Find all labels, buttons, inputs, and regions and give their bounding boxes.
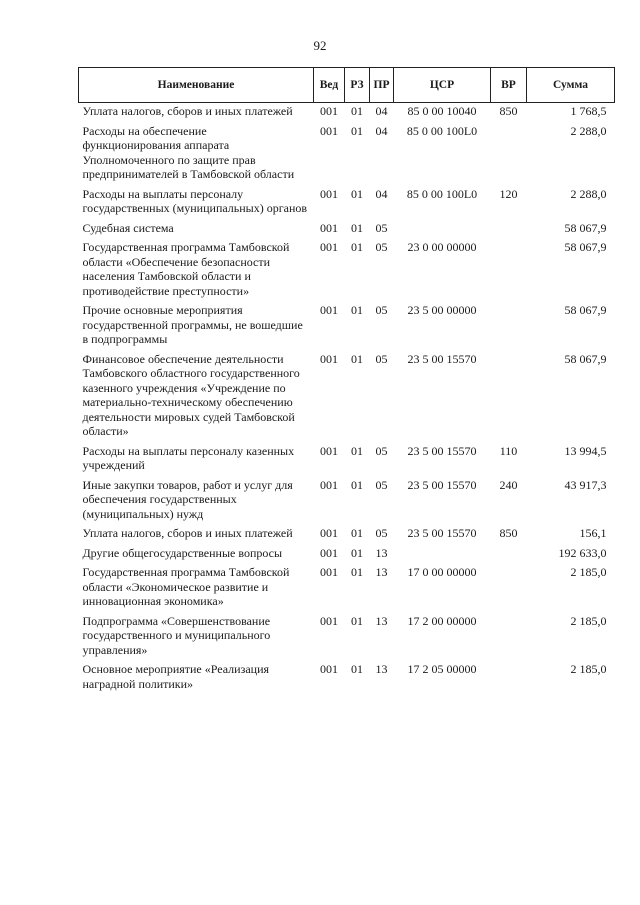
cell-name: Расходы на выплаты персоналу казенных учреждений bbox=[82, 443, 295, 472]
table-row bbox=[79, 123, 615, 186]
cell-vr: 240 bbox=[499, 477, 518, 492]
table-row bbox=[79, 477, 615, 526]
cell-vr bbox=[491, 239, 527, 302]
cell-pr: 13 bbox=[375, 545, 388, 560]
cell-name: Подпрограмма «Совершенствование государственного и муниципального управления» bbox=[82, 613, 271, 657]
cell-csr bbox=[394, 220, 491, 240]
cell-ved: 001 bbox=[320, 662, 338, 676]
cell-sum: 2 288,0 bbox=[570, 123, 607, 138]
cell-csr: 23 5 00 15570 bbox=[407, 477, 477, 492]
cell-name: Уплата налогов, сборов и иных платежей bbox=[82, 104, 293, 118]
table-header-row bbox=[79, 68, 615, 103]
table-row bbox=[79, 525, 615, 545]
cell-ved: 001 bbox=[320, 613, 338, 628]
cell-sum: 156,1 bbox=[579, 526, 607, 540]
cell-rz: 01 bbox=[351, 526, 363, 540]
header-vr: ВР bbox=[491, 68, 527, 103]
cell-pr: 04 bbox=[375, 104, 388, 118]
table-row bbox=[79, 613, 615, 662]
cell-vr: 120 bbox=[499, 186, 518, 201]
cell-ved: 001 bbox=[320, 220, 338, 235]
cell-name: Расходы на обеспечение функционирования аппарата Уполномоченного по защите прав предпринимателей в Тамбовской области bbox=[82, 123, 295, 181]
cell-ved: 001 bbox=[320, 303, 338, 317]
cell-name: Расходы на выплаты персоналу государственных (муниципальных) органов bbox=[82, 186, 308, 215]
table-row bbox=[79, 443, 615, 477]
cell-pr: 05 bbox=[375, 526, 388, 540]
cell-rz: 01 bbox=[351, 104, 363, 118]
cell-name: Уплата налогов, сборов и иных платежей bbox=[82, 526, 293, 540]
header-rz: РЗ bbox=[345, 68, 370, 103]
cell-rz: 01 bbox=[351, 240, 363, 254]
cell-pr: 13 bbox=[375, 662, 388, 676]
cell-rz: 01 bbox=[351, 220, 363, 235]
cell-csr: 85 0 00 10040 bbox=[407, 104, 477, 118]
budget-table bbox=[78, 67, 615, 695]
cell-rz: 01 bbox=[351, 351, 363, 366]
cell-vr bbox=[491, 545, 527, 565]
cell-name: Другие общегосударственные вопросы bbox=[82, 545, 283, 560]
cell-rz: 01 bbox=[351, 123, 363, 138]
cell-vr: 850 bbox=[499, 104, 518, 118]
cell-vr bbox=[491, 351, 527, 443]
cell-ved: 001 bbox=[320, 545, 338, 560]
cell-ved: 001 bbox=[320, 477, 338, 492]
cell-csr bbox=[394, 545, 491, 565]
cell-csr: 17 0 00 00000 bbox=[407, 565, 477, 579]
cell-ved: 001 bbox=[320, 123, 338, 138]
cell-sum: 2 288,0 bbox=[570, 186, 607, 201]
cell-csr: 23 0 00 00000 bbox=[407, 240, 477, 254]
cell-pr: 05 bbox=[375, 220, 388, 235]
cell-name: Государственная программа Тамбовской области «Обеспечение безопасности населения Тамбовской области и противодействие преступности» bbox=[82, 240, 290, 298]
page-number: 92 bbox=[313, 38, 327, 53]
cell-vr bbox=[491, 302, 527, 351]
cell-csr: 23 5 00 15570 bbox=[407, 526, 477, 540]
table-row bbox=[79, 239, 615, 302]
cell-sum: 2 185,0 bbox=[570, 613, 607, 628]
cell-rz: 01 bbox=[351, 443, 363, 458]
cell-pr: 13 bbox=[375, 565, 388, 579]
table-row bbox=[79, 186, 615, 220]
cell-csr: 17 2 00 00000 bbox=[407, 613, 477, 628]
cell-name: Государственная программа Тамбовской области «Экономическое развитие и инновационная экономика» bbox=[82, 565, 290, 608]
cell-csr: 23 5 00 15570 bbox=[407, 443, 477, 458]
cell-sum: 58 067,9 bbox=[564, 351, 607, 366]
table-row bbox=[79, 103, 615, 123]
cell-sum: 2 185,0 bbox=[570, 565, 607, 579]
cell-pr: 04 bbox=[375, 123, 388, 138]
cell-name: Основное мероприятие «Реализация наградной политики» bbox=[82, 662, 270, 691]
cell-csr: 85 0 00 100L0 bbox=[406, 186, 478, 201]
cell-ved: 001 bbox=[320, 351, 338, 366]
cell-vr: 110 bbox=[499, 443, 518, 458]
cell-name: Прочие основные мероприятия государственной программы, не вошедшие в подпрограммы bbox=[82, 303, 303, 346]
header-pr: ПР bbox=[370, 68, 394, 103]
table-row bbox=[79, 220, 615, 240]
cell-ved: 001 bbox=[320, 240, 338, 254]
header-ved: Вед bbox=[314, 68, 345, 103]
header-csr: ЦСР bbox=[394, 68, 491, 103]
cell-rz: 01 bbox=[351, 186, 363, 201]
cell-pr: 05 bbox=[375, 351, 388, 366]
cell-rz: 01 bbox=[351, 662, 363, 676]
header-name: Наименование bbox=[79, 68, 314, 103]
table-row bbox=[79, 302, 615, 351]
cell-ved: 001 bbox=[320, 526, 338, 540]
cell-vr: 850 bbox=[499, 526, 518, 540]
cell-pr: 05 bbox=[375, 477, 388, 492]
cell-sum: 13 994,5 bbox=[564, 443, 607, 458]
cell-rz: 01 bbox=[351, 613, 363, 628]
cell-csr: 85 0 00 100L0 bbox=[406, 123, 478, 138]
cell-vr bbox=[491, 661, 527, 695]
cell-sum: 192 633,0 bbox=[558, 545, 607, 560]
cell-pr: 05 bbox=[375, 240, 388, 254]
cell-csr: 23 5 00 15570 bbox=[407, 351, 477, 366]
cell-rz: 01 bbox=[351, 565, 363, 579]
cell-sum: 58 067,9 bbox=[564, 220, 607, 235]
cell-pr: 13 bbox=[375, 613, 388, 628]
cell-pr: 05 bbox=[375, 303, 388, 317]
cell-rz: 01 bbox=[351, 303, 363, 317]
table-row bbox=[79, 351, 615, 443]
cell-csr: 23 5 00 00000 bbox=[407, 303, 477, 317]
cell-rz: 01 bbox=[351, 477, 363, 492]
cell-pr: 05 bbox=[375, 443, 388, 458]
cell-rz: 01 bbox=[351, 545, 363, 560]
cell-sum: 2 185,0 bbox=[570, 662, 607, 676]
cell-sum: 1 768,5 bbox=[570, 104, 607, 118]
cell-vr bbox=[491, 613, 527, 662]
table-row bbox=[79, 661, 615, 695]
cell-pr: 04 bbox=[375, 186, 388, 201]
cell-name: Финансовое обеспечение деятельности Тамбовского областного государственного казенного учреждения «Учреждение по материально-техническому обеспечению деятельности мировых судей Тамбовской области» bbox=[82, 351, 300, 438]
cell-csr: 17 2 05 00000 bbox=[407, 662, 477, 676]
cell-vr bbox=[491, 123, 527, 186]
cell-name: Иные закупки товаров, работ и услуг для обеспечения государственных (муниципальных) нужд bbox=[82, 477, 293, 521]
header-sum: Сумма bbox=[527, 68, 615, 103]
cell-sum: 43 917,3 bbox=[564, 477, 607, 492]
cell-name: Судебная система bbox=[82, 220, 174, 235]
table-row bbox=[79, 564, 615, 613]
cell-ved: 001 bbox=[320, 443, 338, 458]
cell-vr bbox=[491, 220, 527, 240]
cell-ved: 001 bbox=[320, 186, 338, 201]
table-row bbox=[79, 545, 615, 565]
cell-vr bbox=[491, 564, 527, 613]
cell-sum: 58 067,9 bbox=[564, 303, 607, 317]
cell-ved: 001 bbox=[320, 565, 338, 579]
cell-ved: 001 bbox=[320, 104, 338, 118]
cell-sum: 58 067,9 bbox=[564, 240, 607, 254]
